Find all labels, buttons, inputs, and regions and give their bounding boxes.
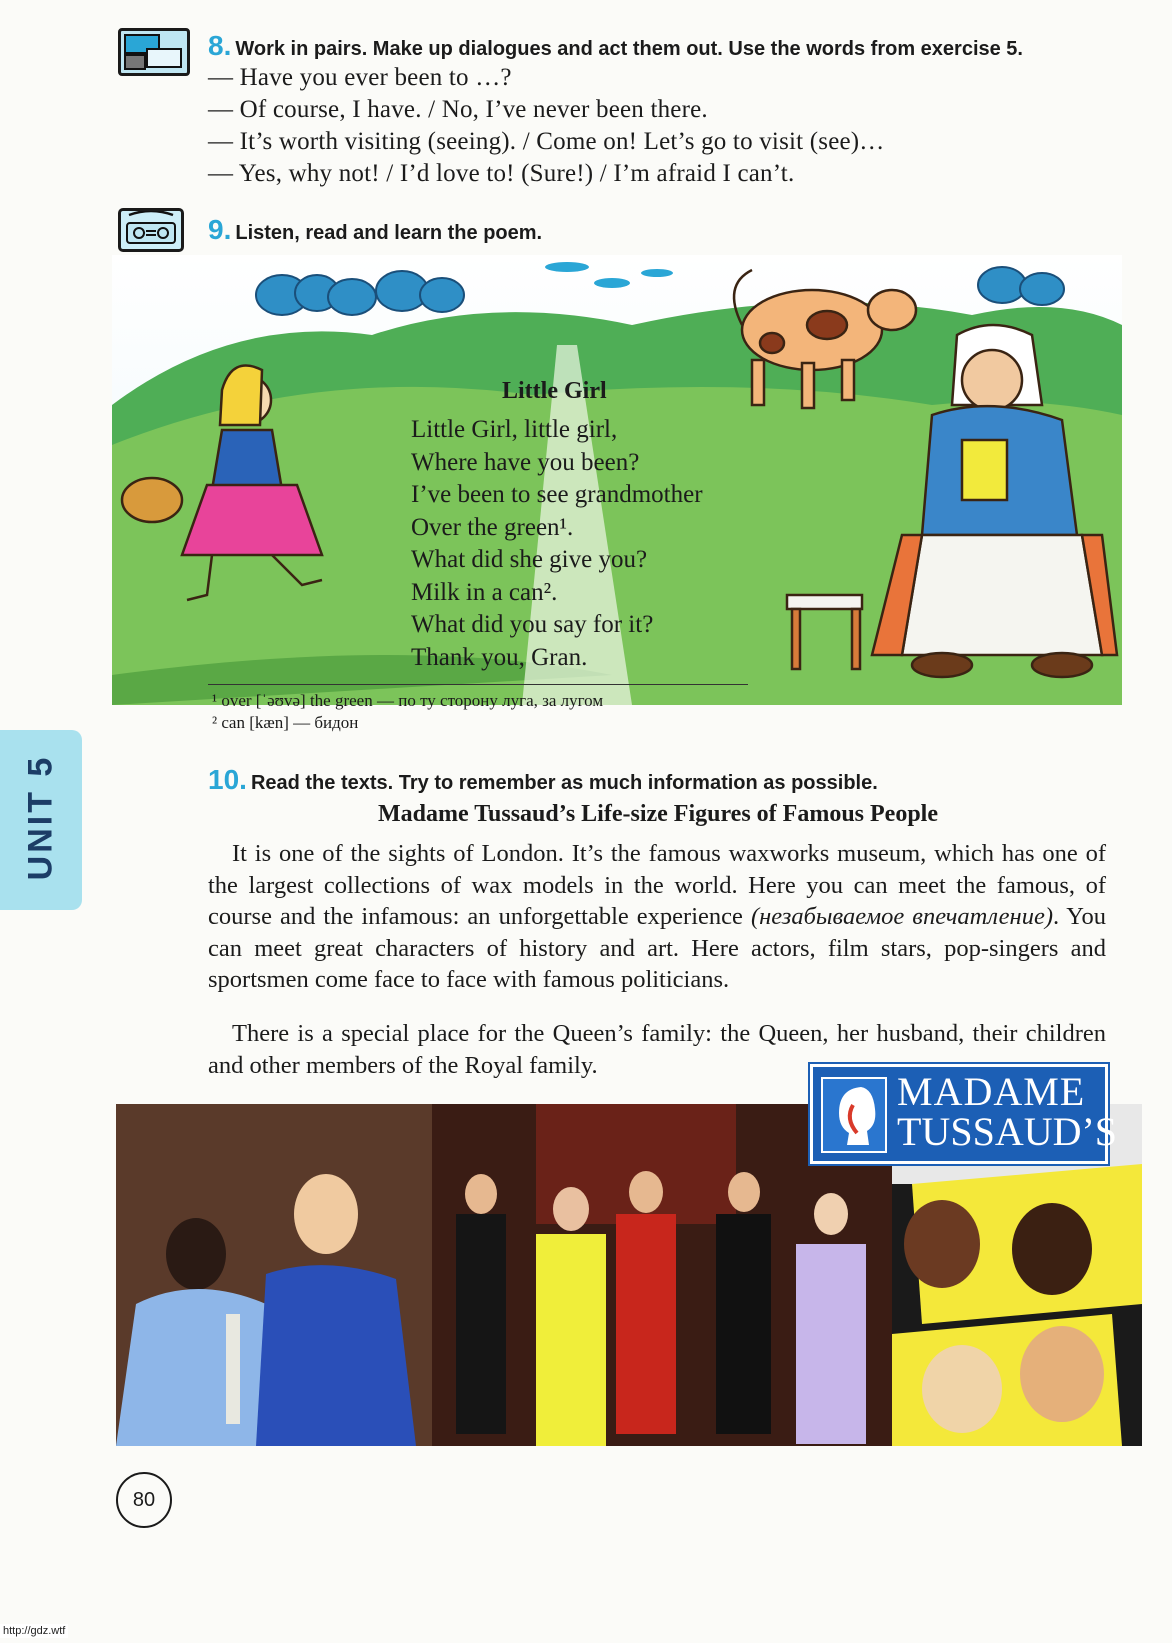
translation-note: (незабываемое впечатление) xyxy=(750,903,1053,930)
dialogue-lines xyxy=(208,62,885,190)
exercise-10-heading xyxy=(208,764,878,796)
madame-tussauds-logo xyxy=(810,1064,1118,1164)
poem-line: What did she give you? xyxy=(411,546,648,573)
footnotes xyxy=(212,690,603,734)
exercise-number: 10. xyxy=(208,764,247,795)
page-number: 80 xyxy=(116,1472,172,1528)
exercise-instruction: Read the texts. Try to remember as much information as possible. xyxy=(250,772,878,794)
dialogue-line: — Yes, why not! / I’d love to! (Sure!) / I’m afraid I can’t. xyxy=(208,160,795,187)
exercise-instruction: Listen, read and learn the poem. xyxy=(235,222,543,244)
paragraph-2: There is a special place for the Queen’s family: the Queen, her husband, their children and other members of the Royal family. xyxy=(208,1020,1106,1079)
poem-line: Little Girl, little girl, xyxy=(411,416,618,443)
poem-line: What did you say for it? xyxy=(411,611,654,638)
paragraph-text: . You can meet great characters of history and art. Here actors, film stars, pop-singers and sportsmen come face to face with famous politicians. xyxy=(208,903,1106,993)
poem-title: Little Girl xyxy=(502,378,607,404)
dialogue-line: — Of course, I have. / No, I’ve never been there. xyxy=(208,96,708,123)
pair-work-icon xyxy=(118,28,190,76)
exercise-number: 9. xyxy=(208,214,232,245)
paragraph-1 xyxy=(208,838,1106,996)
logo-line-2: TUSSAUD’S xyxy=(897,1109,1118,1154)
exercise-number: 8. xyxy=(208,30,232,61)
profile-icon xyxy=(821,1077,887,1153)
unit-tab xyxy=(0,730,82,910)
poem-line: Thank you, Gran. xyxy=(411,643,588,671)
text-title: Madame Tussaud’s Life-size Figures of Famous People xyxy=(377,801,938,827)
site-link[interactable]: http://gdz.wtf xyxy=(0,1624,68,1638)
poem-line: Where have you been? xyxy=(411,448,640,476)
poem-line: Milk in a can². xyxy=(411,578,558,606)
footnote: ¹ over [ˈəʊvə] the green — по ту сторону луга, за лугом xyxy=(212,691,604,710)
footnote: ² can [kæn] — бидон xyxy=(212,713,359,732)
poem-body xyxy=(411,414,703,674)
cassette-icon xyxy=(118,208,184,252)
poem-line: Over the green¹. xyxy=(411,513,574,541)
logo-line-1: MADAME xyxy=(897,1069,1086,1114)
dialogue-line: — It’s worth visiting (seeing). / Come on! Let’s go to visit (see)… xyxy=(208,128,885,155)
paragraph-text: It is one of the sights of London. It’s the famous waxworks museum, which has one of the largest collections of wax models in the world. Here you can meet the famous, of course and the infamous: an unforgettable experience xyxy=(208,840,1106,930)
poem-line: I’ve been to see grandmother xyxy=(411,481,703,508)
dialogue-line: — Have you ever been to …? xyxy=(208,64,512,91)
exercise-instruction: Work in pairs. Make up dialogues and act them out. Use the words from exercise 5. xyxy=(235,38,1023,60)
unit-label: UNIT 5 xyxy=(21,754,60,881)
footnote-rule xyxy=(208,684,748,685)
waxworks-photo xyxy=(116,1104,892,1446)
exercise-9-heading xyxy=(208,214,542,246)
exercise-8-heading xyxy=(208,30,1023,62)
